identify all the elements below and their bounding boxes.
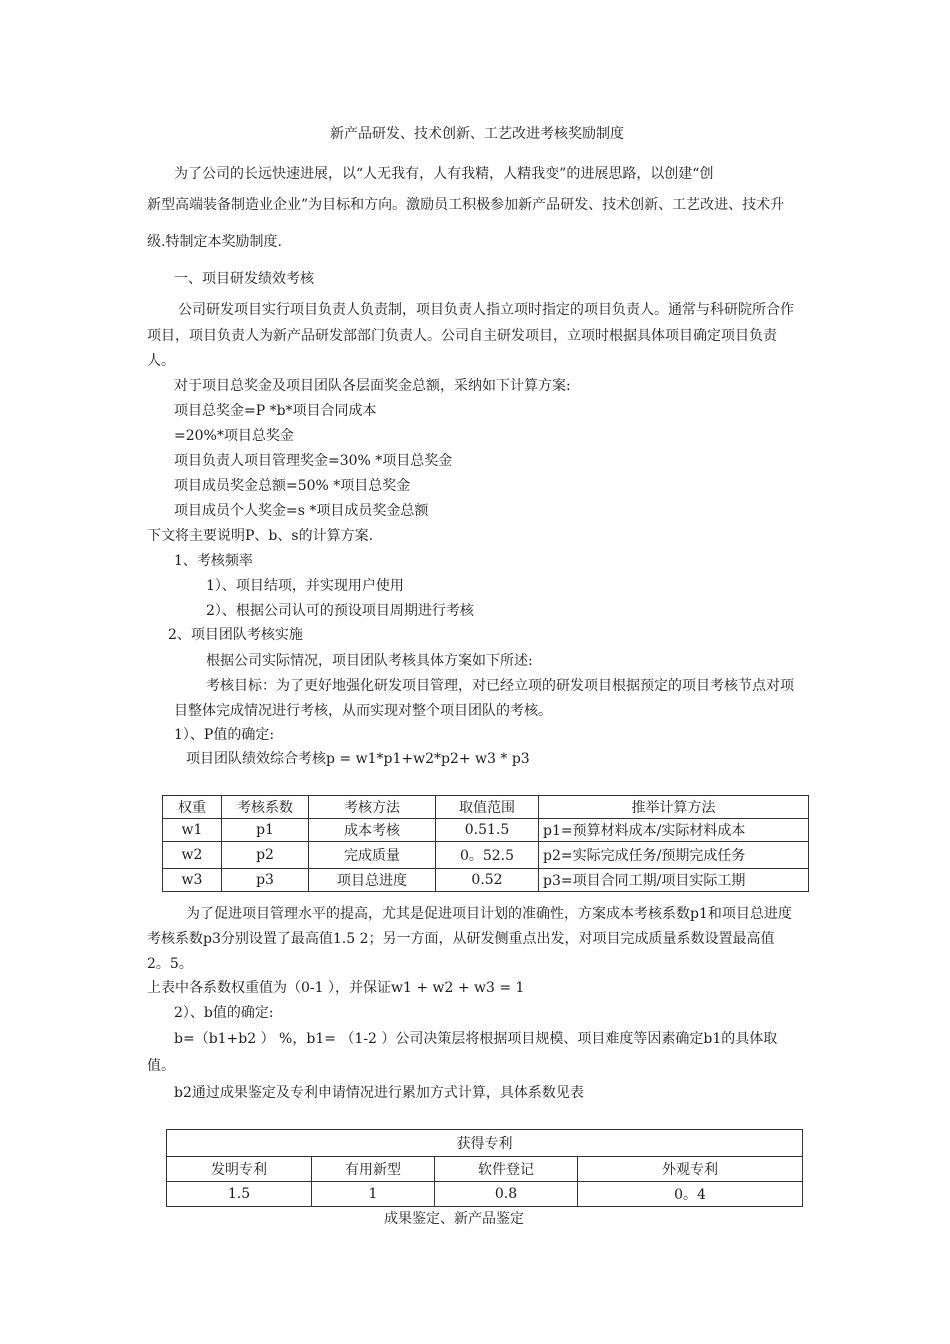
page-title: 新产品研发、技术创新、工艺改进考核奖励制度	[330, 126, 624, 142]
intro-line-3: 级.特制定本奖励制度.	[147, 234, 282, 250]
table-caption: 获得专利	[167, 1130, 803, 1157]
weights-note: 上表中各系数权重值为（0-1 ），并保证w1 + w2 + w3 = 1	[147, 980, 525, 996]
para1-line-2: 项目，项目负责人为新产品研发部部门负责人。公司自主研发项目，立项时根据具体项目确定项目负责	[147, 328, 777, 344]
para1-line-1: 公司研发项目实行项目负责人负责制，项目负责人指立项时指定的项目负责人。通常与科研院所合作	[178, 302, 794, 318]
table-cell: p3	[222, 869, 309, 892]
table-cell: 完成质量	[309, 842, 436, 869]
b-para-line-2: 值。	[147, 1058, 175, 1074]
table-header-cell: 软件登记	[435, 1157, 578, 1182]
p-formula: 项目团队绩效综合考核p = w1*p1+w2*p2+ w3 * p3	[186, 751, 530, 767]
patent-table	[166, 1129, 803, 1207]
p-heading: 1）、P值的确定:	[174, 727, 275, 743]
table-cell: p3=项目合同工期/项目实际工期	[539, 869, 809, 892]
formula-line: 项目总奖金=P *b*项目合同成本	[174, 403, 377, 419]
table-caption-row	[167, 1130, 803, 1157]
table-row	[163, 819, 809, 842]
section-heading-1: 一、项目研发绩效考核	[174, 271, 314, 287]
table-cell: w1	[163, 819, 222, 842]
formula-line: 项目成员个人奖金=s *项目成员奖金总额	[174, 503, 429, 519]
table-row	[167, 1182, 803, 1207]
table-cell: p2=实际完成任务/预期完成任务	[539, 842, 809, 869]
table-cell: 0.8	[435, 1182, 578, 1207]
after-table-line-1: 为了促进项目管理水平的提高，尤其是促进项目计划的准确性，方案成本考核系数p1和项目总进度	[186, 906, 792, 922]
formula-line: 项目成员奖金总额=50% *项目总奖金	[174, 478, 411, 494]
table-header-cell: 发明专利	[167, 1157, 312, 1182]
sub-heading-1: 1、考核频率	[174, 553, 253, 569]
goal-line-1: 考核目标：为了更好地强化研发项目管理，对已经立项的研发项目根据预定的项目考核节点对项	[206, 678, 794, 694]
table-cell: w3	[163, 869, 222, 892]
sub-heading-2: 2、项目团队考核实施	[168, 627, 303, 643]
table-header-cell: 考核系数	[222, 796, 309, 819]
after-table-line-3: 2。5。	[147, 956, 193, 972]
after-table-line-2: 考核系数p3分别设置了最高值1.5 2；另一方面，从研发侧重点出发，对项目完成质量系数设置最高值	[147, 931, 775, 947]
formula-line: =20%*项目总奖金	[174, 428, 294, 444]
table-cell: 0.52	[436, 869, 539, 892]
table-header-cell: 权重	[163, 796, 222, 819]
table-cell: 1.5	[167, 1182, 312, 1207]
sub1-item: 2）、根据公司认可的预设项目周期进行考核	[206, 603, 474, 619]
intro-line-1: 为了公司的长远快速进展，以“人无我有，人有我精，人精我变”的进展思路，以创建“创	[174, 166, 714, 182]
formula-intro: 对于项目总奖金及项目团队各层面奖金总额，采纳如下计算方案:	[174, 378, 571, 394]
table-row	[163, 842, 809, 869]
table-row	[163, 869, 809, 892]
table-header-cell: 考核方法	[309, 796, 436, 819]
table-cell: p2	[222, 842, 309, 869]
b-para-line-1: b=（b1+b2 ） %，b1= （1-2 ）公司决策层将根据项目规模、项目难度等因素确定b1的具体取	[174, 1031, 778, 1047]
explain-line: 下文将主要说明P、b、s的计算方案.	[147, 528, 374, 544]
table-cell: w2	[163, 842, 222, 869]
b2-paragraph: b2通过成果鉴定及专利申请情况进行累加方式计算，具体系数见表	[174, 1085, 584, 1101]
intro-line-2: 新型高端装备制造业企业”为目标和方向。激励员工积极参加新产品研发、技术创新、工艺改进、技术升	[147, 197, 785, 213]
table-cell: 0。4	[578, 1182, 803, 1207]
table-header-cell: 取值范围	[436, 796, 539, 819]
formula-line: 项目负责人项目管理奖金=30% *项目总奖金	[174, 453, 453, 469]
table-cell: 0。52.5	[436, 842, 539, 869]
table-header-cell: 外观专利	[578, 1157, 803, 1182]
sub1-item: 1）、项目结项，并实现用户使用	[206, 578, 404, 594]
table-cell: p1	[222, 819, 309, 842]
table-cell: 1	[312, 1182, 435, 1207]
table-cell: 成本考核	[309, 819, 436, 842]
table-header-row	[163, 796, 809, 819]
b-heading: 2）、b值的确定:	[174, 1005, 274, 1021]
table-header-row	[167, 1157, 803, 1182]
table-header-cell: 推举计算方法	[539, 796, 809, 819]
para1-line-3: 人。	[147, 353, 175, 369]
footer-caption: 成果鉴定、新产品鉴定	[384, 1211, 524, 1227]
table-cell: 0.51.5	[436, 819, 539, 842]
table-cell: 项目总进度	[309, 869, 436, 892]
coefficient-table	[162, 795, 809, 892]
sub2-paragraph: 根据公司实际情况，项目团队考核具体方案如下所述:	[206, 653, 533, 669]
goal-line-2: 目整体完成情况进行考核，从而实现对整个项目团队的考核。	[174, 703, 552, 719]
table-cell: p1=预算材料成本/实际材料成本	[539, 819, 809, 842]
table-header-cell: 有用新型	[312, 1157, 435, 1182]
